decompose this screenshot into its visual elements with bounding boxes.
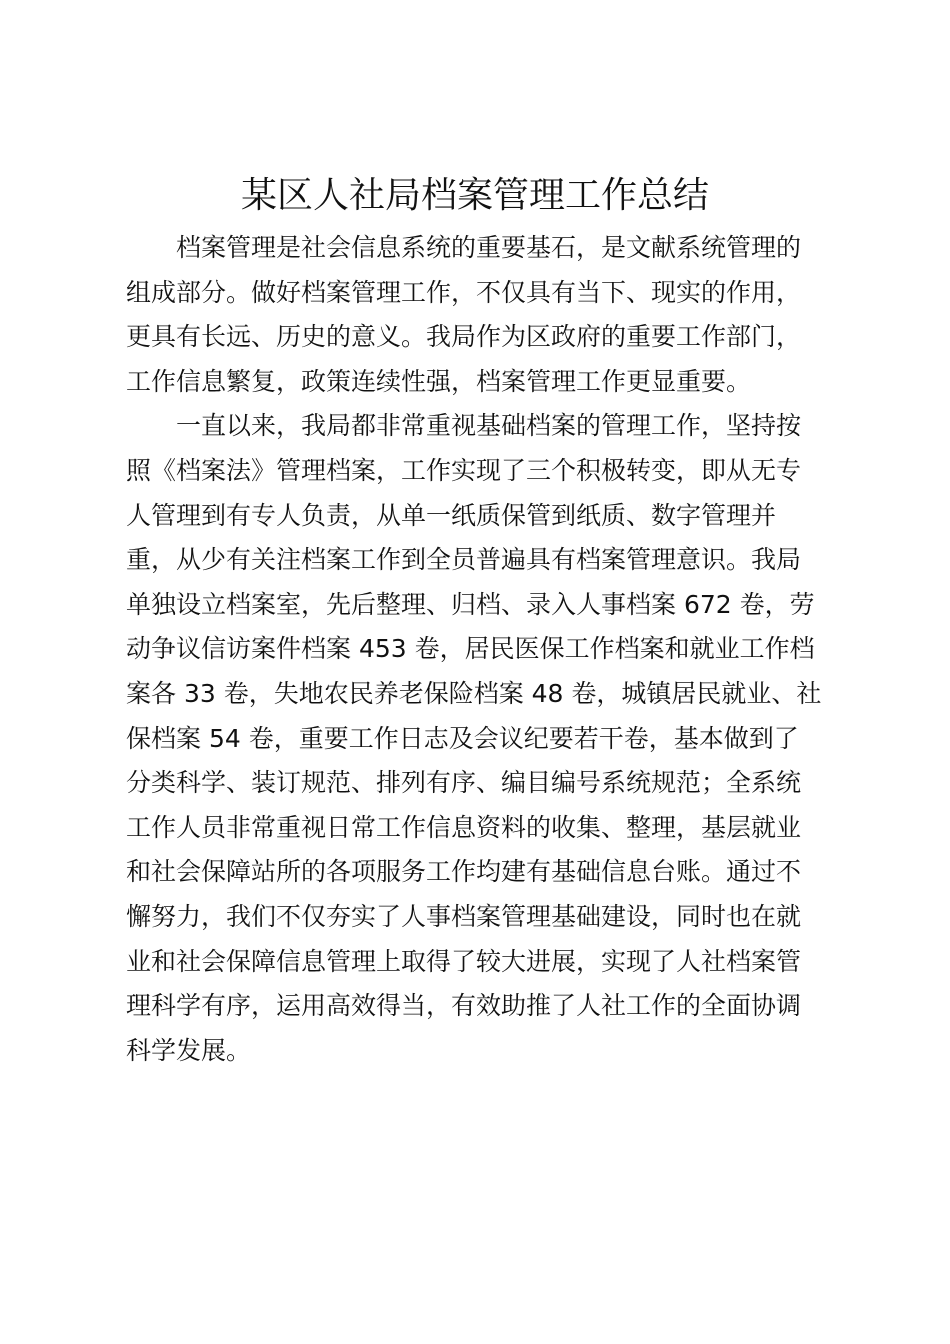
paragraph-1 bbox=[126, 226, 826, 404]
text-line: 懈努力，我们不仅夯实了人事档案管理基础建设，同时也在就 bbox=[126, 901, 802, 931]
text-line: 单独设立档案室，先后整理、归档、录入人事档案 672 卷，劳 bbox=[126, 589, 815, 619]
text-line: 一直以来，我局都非常重视基础档案的管理工作，坚持按 bbox=[176, 411, 802, 441]
text-line: 和社会保障站所的各项服务工作均建有基础信息台账。通过不 bbox=[126, 857, 802, 887]
text-line: 业和社会保障信息管理上取得了较大进展，实现了人社档案管 bbox=[126, 946, 802, 976]
text-line: 照《档案法》管理档案，工作实现了三个积极转变，即从无专 bbox=[126, 455, 802, 485]
text-line: 保档案 54 卷，重要工作日志及会议纪要若干卷，基本做到了 bbox=[126, 723, 799, 753]
text-line: 档案管理是社会信息系统的重要基石，是文献系统管理的 bbox=[176, 233, 802, 262]
text-line: 理科学有序，运用高效得当，有效助推了人社工作的全面协调 bbox=[126, 991, 802, 1021]
text-line: 工作人员非常重视日常工作信息资料的收集、整理，基层就业 bbox=[126, 812, 802, 842]
document-title: 某区人社局档案管理工作总结 bbox=[240, 175, 709, 216]
text-line: 动争议信访案件档案 453 卷，居民医保工作档案和就业工作档 bbox=[126, 634, 815, 664]
paragraph-2 bbox=[126, 404, 826, 1073]
text-line: 更具有长远、历史的意义。我局作为区政府的重要工作部门， bbox=[126, 322, 802, 352]
text-line: 人管理到有专人负责，从单一纸质保管到纸质、数字管理并 bbox=[126, 500, 777, 530]
text-line: 科学发展。 bbox=[126, 1035, 252, 1065]
text-line: 组成部分。做好档案管理工作，不仅具有当下、现实的作用， bbox=[126, 277, 802, 307]
document-body bbox=[126, 226, 826, 1073]
text-line: 案各 33 卷，失地农民养老保险档案 48 卷，城镇居民就业、社 bbox=[126, 678, 822, 708]
text-line: 工作信息繁复，政策连续性强，档案管理工作更显重要。 bbox=[126, 366, 752, 396]
text-line: 分类科学、装订规范、排列有序、编目编号系统规范；全系统 bbox=[126, 768, 802, 798]
text-line: 重，从少有关注档案工作到全员普遍具有档案管理意识。我局 bbox=[126, 545, 802, 575]
